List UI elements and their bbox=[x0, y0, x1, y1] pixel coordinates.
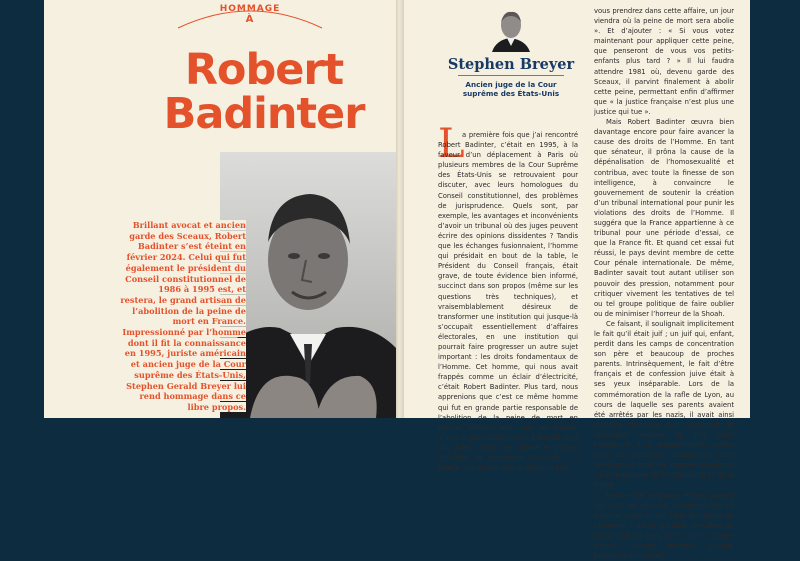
author-portrait-image bbox=[488, 8, 534, 52]
author-divider bbox=[458, 75, 564, 76]
column-2-paragraph-4: Héritier de ce passé et des valeurs qui sont les siennes, comment fera-t-il avancer cette cause, celle des droits de l’Homme ? En la gardant chevillée au corps tout au long de sa vie ; comme avocat, comme ministre, comme président du Conseil bbox=[594, 491, 734, 561]
page-title bbox=[144, 48, 384, 136]
kicker bbox=[190, 4, 310, 25]
left-page bbox=[44, 0, 396, 418]
column-2-paragraph-3: Ce faisant, il soulignait implicitement le fait qu’il était juif ; un juif qui, enfant, perdit dans les camps de concentration son père et beaucoup de proches parents. Intrinsèquement, le fait d’être français et de confession juive était à ses yeux inséparable. Lors de la commémoration de la rafle de Lyon, au cours de laquelle ses parents avaient été arrêtés par les nazis, il avait ainsi exprimé l’honneur qu’il ressentait de rencontrer encore de nos jours l’existence d’un antisémitisme, certes paré de nouveaux vêtements, mais révélant au fond les mêmes anciennes caractéristiques de l’irrationalité et de la haine. bbox=[594, 319, 734, 491]
article-column-2 bbox=[594, 6, 734, 561]
right-page bbox=[404, 0, 750, 418]
spread-gutter bbox=[396, 0, 404, 418]
column-1-text: a première fois que j’ai rencontré Robert Badinter, c’était en 1995, à la faveur d’un déplacement à Paris où plusieurs membres de la Cour Suprême des États-Unis se retrouvaient pour discuter, avec leurs homologues du Conseil constitutionnel, des problèmes de jurisprudence. Quels sont, par exemple, les avantages et inconvénients d’avoir un tribunal où des juges peuvent écrire des opinions dissidentes ? Tandis que les échanges fusionnaient, l’homme qui présidait en bout de la table, le Président du Conseil français, était grave, de toute évidence bien informé, succinct dans son propos (même sur les questions très techniques), et vraisemblablement désireux de transformer une institution qui jusque-là s’occupait essentiellement d’affaires électorales, en une institution qui pourrait faire progresser un autre sujet important : les droits fondamentaux de l’Homme. Cet homme, qui nous avait frappés comme un éclair d’électricité, c’était Robert Badinter. Plus tard, nous apprenions que c’est ce même homme qui fut en grande partie responsable de l’abolition de la peine de mort en France. Utilisant avec brio ses talents d’avocat pour cette cause, il lançait ainsi aux jurés, dans une affaire le voyant défendre de dangereux criminels : « Quelle que puisse être la décision que bbox=[438, 130, 578, 473]
lead-paragraph bbox=[120, 220, 246, 413]
column-2-paragraph-1: vous prendrez dans cette affaire, un jour viendra où la peine de mort sera abolie ». Et d’ajouter : « Si vous votez maintenant pour appliquer cette peine, que penseront de vous vos petits-enfants plus tard ? » Il lui faudra attendre 1981 où, devenu garde des Sceaux, il parvint finalement à abolir cette peine, permettant enfin d’affirmer que « la justice française n’est plus une justice qui tue ». bbox=[594, 6, 734, 117]
man-portrait-image bbox=[220, 152, 396, 418]
author-name: Stephen Breyer bbox=[444, 56, 578, 73]
title-line-1: Robert bbox=[144, 48, 384, 92]
right-margin-background bbox=[750, 0, 800, 418]
author-role: Ancien juge de la Cour suprême des États-Unis bbox=[454, 80, 568, 98]
portrait-photo bbox=[220, 152, 396, 418]
article-column-1 bbox=[438, 130, 578, 473]
lead-text: Brillant avocat et ancien garde des Sceaux, Robert Badinter s’est éteint en février 2024. Celui qui fut également le président du Conseil constitutionnel de 1986 à 1995 est, et restera, le grand artisan de l’abolition de la peine de mort en France. Impressionné par l’homme dont il fit la connaissance en 1995, juriste américain et ancien juge de la Cour suprême des États-Unis, Stephen Gerald Breyer lui rend hommage dans ce libre propos. bbox=[120, 220, 246, 412]
column-2-paragraph-2: Mais Robert Badinter œuvra bien davantage encore pour faire avancer la cause des droits de l’Homme. En tant que sénateur, il prôna la cause de la dépénalisation de l’homosexualité et contribua, avec toute la finesse de son intelligence, à convaincre le gouvernement de soutenir la création d’un tribunal international pour punir les violations des droits de l’Homme. Il suggéra que la France appartienne à ce tribunal pour une période d’essai, ce que la France fit. Et quand cet essai fut réussi, le pays devint membre de cette Cour pénale internationale. De même, Badinter savait tout autant utiliser son pouvoir des pression, notamment pour critiquer vivement les tentatives de tel ou tel groupe politique de faire oublier ou de minimiser l’horreur de la Shoah. bbox=[594, 117, 734, 319]
left-margin-background bbox=[0, 0, 44, 418]
kicker-label: HOMMAGE bbox=[220, 4, 281, 14]
title-line-2: Badinter bbox=[144, 92, 384, 136]
kicker-sub: À bbox=[190, 14, 310, 25]
dropcap: L bbox=[438, 124, 465, 164]
